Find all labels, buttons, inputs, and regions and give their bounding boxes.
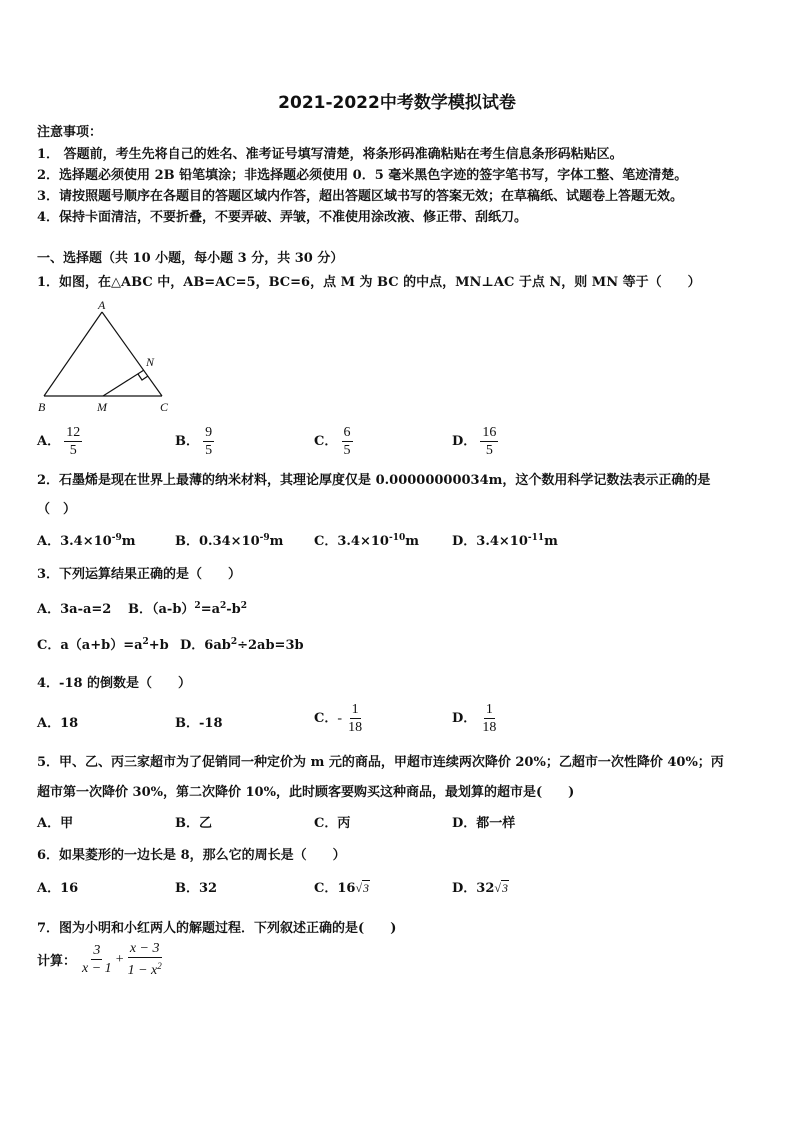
fraction: $\frac{3}{x - 1}$ [82, 943, 112, 976]
q2-option-b[interactable]: B．$0.34\times 10^{-9}m$ [175, 533, 284, 549]
vertex-label-b: B [38, 400, 46, 414]
notice-item: 3．请按照题号顺序在各题目的答题区域内作答，超出答题区域书写的答案无效；在草稿纸、试题卷上答题无效。 [37, 189, 684, 204]
answer-bracket: （ ） [37, 502, 77, 517]
q4-option-a[interactable]: A．18 [37, 716, 79, 731]
q5-option-a[interactable]: A．甲 [37, 816, 74, 831]
q6-option-c[interactable]: C．16√3 [314, 881, 370, 896]
calculation-expression: 计算： $\frac{3}{x - 1}$ + $\frac{x - 3}{1 - x^2}$ [37, 941, 162, 978]
fraction: $\frac{x - 3}{1 - x^2}$ [127, 941, 162, 978]
q4-option-d[interactable]: D． $\frac{1}{18}$ [452, 702, 497, 735]
q6-option-a[interactable]: A．16 [37, 881, 79, 896]
question-7-stem: 7．图为小明和小红两人的解题过程．下列叙述正确的是( ) [37, 921, 397, 936]
point-label-n: N [146, 355, 155, 369]
notice-heading: 注意事项： [37, 125, 103, 140]
q2-option-c[interactable]: C．$3.4\times 10^{-10}m$ [314, 533, 419, 549]
question-3-stem: 3．下列运算结果正确的是（ ） [37, 567, 242, 582]
vertex-label-a: A [98, 298, 106, 312]
fraction: $\frac{1}{18}$ [482, 702, 497, 735]
notice-item: 4．保持卡面清洁，不要折叠，不要弄破、弄皱，不准使用涂改液、修正带、刮纸刀。 [37, 210, 528, 225]
q3-option-c[interactable]: C．$a(a+b)=a^2+b$ [37, 637, 169, 653]
q1-option-b[interactable]: B． $\frac{9}{5}$ [175, 425, 213, 458]
section-heading: 一、选择题（共 10 小题，每小题 3 分，共 30 分） [37, 251, 344, 266]
sqrt-symbol: √3 [494, 881, 508, 895]
segment-mn [103, 370, 144, 396]
notice-item: 1． 答题前，考生先将自己的姓名、准考证号填写清楚，将条形码准确粘贴在考生信息条形码粘贴区。 [37, 147, 623, 162]
q3-option-b[interactable]: B．$(a-b)^2=a^2-b^2$ [128, 601, 248, 617]
triangle-figure [32, 298, 182, 418]
q3-option-d[interactable]: D．$6ab^2\div 2ab=3b$ [180, 637, 304, 653]
question-5-stem-line-2: 超市第一次降价 30%，第二次降价 10%，此时顾客要购买这种商品，最划算的超市是( ) [37, 785, 575, 800]
q1-option-d[interactable]: D． $\frac{16}{5}$ [452, 425, 497, 458]
side-ac [102, 312, 162, 396]
q3-option-a[interactable]: A．3a-a=2 [37, 602, 112, 617]
point-label-m: M [97, 400, 107, 414]
q1-option-a[interactable]: A． $\frac{12}{5}$ [37, 425, 81, 458]
page-title: 2021-2022中考数学模拟试卷 [278, 93, 516, 113]
sqrt-symbol: √3 [355, 881, 370, 895]
vertex-label-c: C [160, 400, 169, 414]
fraction: $\frac{16}{5}$ [482, 425, 497, 458]
question-6-stem: 6．如果菱形的一边长是 8，那么它的周长是（ ） [37, 848, 346, 863]
fraction: $\frac{6}{5}$ [343, 425, 351, 458]
q6-option-b[interactable]: B．32 [175, 881, 218, 896]
q2-option-a[interactable]: A．$3.4\times 10^{-9}m$ [37, 533, 136, 549]
question-1-stem: 1．如图，在△ABC 中，AB=AC=5，BC=6，点 M 为 BC 的中点，MN⊥AC 于点 N，则 MN 等于（ ） [37, 275, 701, 290]
fraction: $\frac{9}{5}$ [205, 425, 213, 458]
q2-option-d[interactable]: D．$3.4\times 10^{-11}m$ [452, 533, 558, 549]
q6-option-d[interactable]: D．32√3 [452, 881, 508, 896]
q1-option-c[interactable]: C． $\frac{6}{5}$ [314, 425, 351, 458]
notice-item: 2．选择题必须使用 2B 铅笔填涂；非选择题必须使用 0．5 毫米黑色字迹的签字笔书写，字体工整、笔迹清楚。 [37, 168, 688, 183]
fraction: $\frac{12}{5}$ [66, 425, 81, 458]
q5-option-c[interactable]: C．丙 [314, 816, 351, 831]
fraction: $\frac{1}{18}$ [348, 702, 363, 735]
q4-option-b[interactable]: B．-18 [175, 716, 223, 731]
q4-option-c[interactable]: C．- $\frac{1}{18}$ [314, 702, 363, 735]
side-ab [44, 312, 102, 396]
question-4-stem: 4．-18 的倒数是（ ） [37, 676, 192, 691]
question-2-stem: 2．石墨烯是现在世界上最薄的纳米材料，其理论厚度仅是 0.00000000034m，这个数用科学记数法表示正确的是 [37, 473, 711, 488]
question-5-stem-line-1: 5．甲、乙、丙三家超市为了促销同一种定价为 m 元的商品，甲超市连续两次降价 20%；乙超市一次性降价 40%；丙 [37, 755, 724, 770]
q5-option-b[interactable]: B．乙 [175, 816, 213, 831]
q5-option-d[interactable]: D．都一样 [452, 816, 516, 831]
